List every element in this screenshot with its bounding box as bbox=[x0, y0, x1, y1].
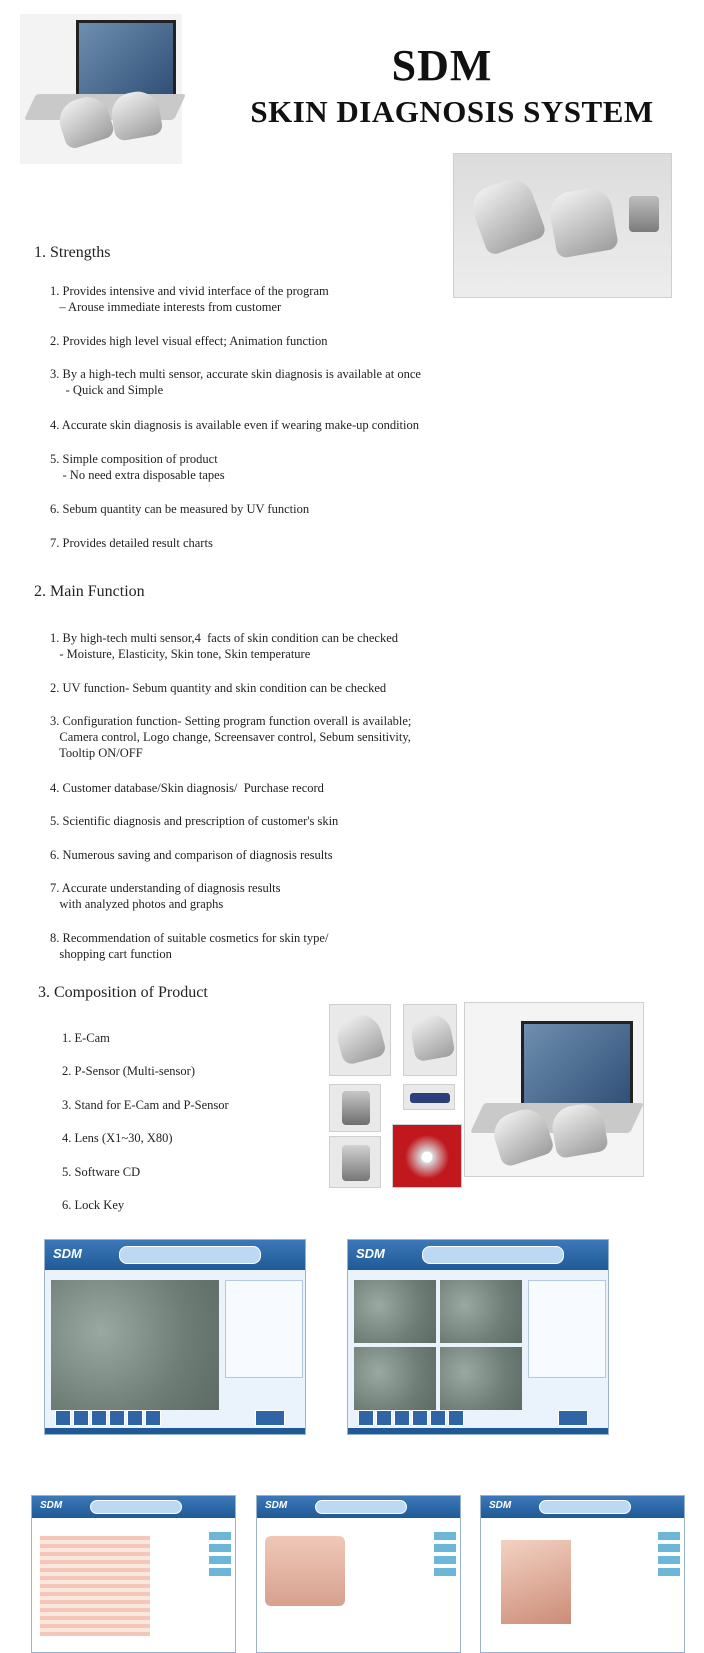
lens-photo bbox=[329, 1084, 381, 1132]
list-item: 5. Software CD bbox=[62, 1165, 141, 1179]
app-logo: SDM bbox=[489, 1500, 512, 1511]
page-subtitle: SKIN DIAGNOSIS SYSTEM bbox=[250, 94, 654, 129]
sensors-photo bbox=[453, 153, 672, 298]
list-item: 4. Customer database/Skin diagnosis/ Purchase record bbox=[50, 781, 324, 795]
list-item: 1. E-Cam bbox=[62, 1031, 110, 1045]
e-cam-photo bbox=[329, 1004, 391, 1076]
list-item: 1. By high-tech multi sensor,4 facts of skin condition can be checked - Moisture, Elasticity, Skin tone, Skin temperature bbox=[50, 631, 399, 661]
list-item: 7. Accurate understanding of diagnosis results with analyzed photos and graphs bbox=[50, 881, 281, 911]
app-logo: SDM bbox=[265, 1500, 288, 1511]
list-item: 2. UV function- Sebum quantity and skin condition can be checked bbox=[50, 681, 387, 695]
list-item: 6. Lock Key bbox=[62, 1198, 125, 1212]
lock-key-photo bbox=[403, 1084, 455, 1110]
program-screenshot bbox=[44, 1239, 306, 1435]
section-heading: 1. Strengths bbox=[34, 244, 111, 261]
list-item: 6. Numerous saving and comparison of diagnosis results bbox=[50, 848, 333, 862]
list-item: 3. Configuration function- Setting program function overall is available; Camera control, Logo change, Screensaver control, Sebum sensitivity, Tooltip ON/OFF bbox=[50, 714, 412, 760]
list-item: 8. Recommendation of suitable cosmetics for skin type/ shopping cart function bbox=[50, 931, 329, 961]
software-cd-photo bbox=[392, 1124, 462, 1188]
app-logo: SDM bbox=[356, 1246, 385, 1261]
lens-stand-photo bbox=[329, 1136, 381, 1188]
diagnosis-screenshot bbox=[31, 1495, 236, 1653]
laptop-product-photo bbox=[20, 14, 182, 164]
list-item: 6. Sebum quantity can be measured by UV function bbox=[50, 502, 310, 516]
list-item: 2. P-Sensor (Multi-sensor) bbox=[62, 1064, 195, 1078]
diagnosis-screenshot bbox=[256, 1495, 461, 1653]
laptop-system-photo bbox=[464, 1002, 644, 1177]
list-item: 2. Provides high level visual effect; Animation function bbox=[50, 334, 328, 348]
list-item: 3. By a high-tech multi sensor, accurate skin diagnosis is available at once - Quick and Simple bbox=[50, 367, 421, 397]
page-title: SDM bbox=[391, 41, 493, 90]
list-item: 5. Simple composition of product - No need extra disposable tapes bbox=[50, 452, 225, 482]
app-logo: SDM bbox=[53, 1246, 82, 1261]
app-logo: SDM bbox=[40, 1500, 63, 1511]
p-sensor-photo bbox=[403, 1004, 457, 1076]
list-item: 3. Stand for E-Cam and P-Sensor bbox=[62, 1098, 229, 1112]
list-item: 1. Provides intensive and vivid interface of the program – Arouse immediate interests from customer bbox=[50, 284, 329, 314]
list-item: 7. Provides detailed result charts bbox=[50, 536, 213, 550]
list-item: 5. Scientific diagnosis and prescription of customer's skin bbox=[50, 814, 339, 828]
section-heading: 3. Composition of Product bbox=[38, 984, 208, 1001]
section-heading: 2. Main Function bbox=[34, 583, 145, 600]
list-item: 4. Lens (X1~30, X80) bbox=[62, 1131, 173, 1145]
diagnosis-screenshot bbox=[480, 1495, 685, 1653]
list-item: 4. Accurate skin diagnosis is available even if wearing make-up condition bbox=[50, 418, 419, 432]
program-screenshot bbox=[347, 1239, 609, 1435]
